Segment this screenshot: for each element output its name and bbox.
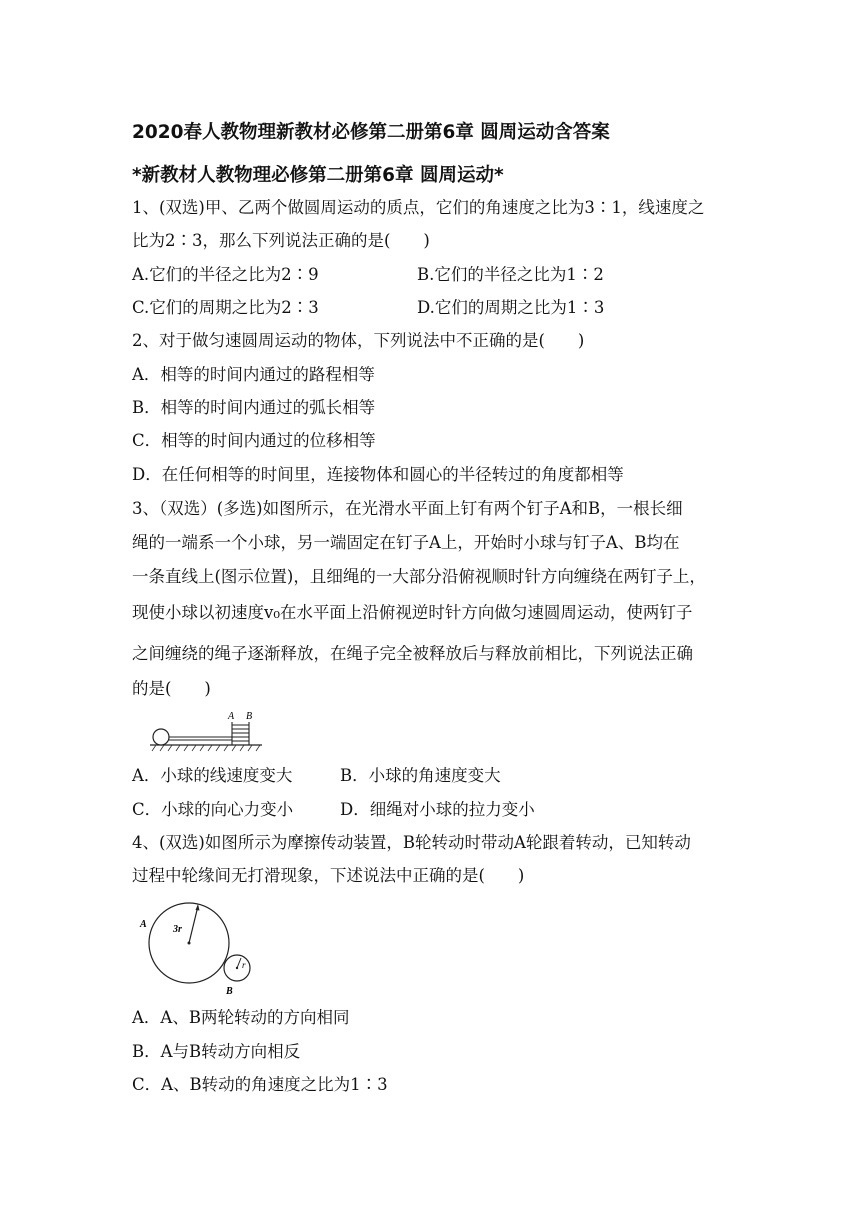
q4-radius-b bbox=[237, 958, 241, 968]
q1-option-d: D.它们的周期之比为1∶3 bbox=[417, 298, 605, 317]
q4-option-c: C．A、B转动的角速度之比为1∶3 bbox=[132, 1075, 388, 1094]
q1-option-b: B.它们的半径之比为1∶2 bbox=[417, 265, 604, 284]
q3-nails-figure bbox=[146, 708, 266, 754]
q2-option-d: D．在任何相等的时间里，连接物体和圆心的半径转过的角度都相等 bbox=[132, 465, 624, 484]
document-title: 2020春人教物理新教材必修第二册第6章 圆周运动含答案 bbox=[132, 122, 610, 143]
q3-stem-line-2: 绳的一端系一个小球，另一端固定在钉子A上，开始时小球与钉子A、B均在 bbox=[132, 533, 680, 552]
q2-stem: 2、对于做匀速圆周运动的物体，下列说法中不正确的是( ) bbox=[132, 331, 585, 350]
q4-wheels-figure bbox=[138, 898, 256, 998]
q4-label-a: A bbox=[140, 919, 147, 930]
q3-option-b: B．小球的角速度变大 bbox=[340, 766, 501, 785]
q1-stem-line-1: 1、(双选)甲、乙两个做圆周运动的质点，它们的角速度之比为3∶1，线速度之 bbox=[132, 198, 705, 217]
q2-option-c: C．相等的时间内通过的位移相等 bbox=[132, 431, 376, 450]
q4-option-b: B．A与B转动方向相反 bbox=[132, 1042, 301, 1061]
q3-wound-rope bbox=[232, 725, 249, 741]
q3-stem-line-5: 之间缠绕的绳子逐渐释放，在绳子完全被释放后与释放前相比，下列说法正确 bbox=[132, 644, 693, 663]
q4-stem-line-2: 过程中轮缘间无打滑现象，下述说法中正确的是( ) bbox=[132, 866, 525, 885]
q3-stem-line-4: 现使小球以初速度v₀在水平面上沿俯视逆时针方向做匀速圆周运动，使两钉子 bbox=[132, 603, 693, 622]
q1-option-a: A.它们的半径之比为2∶9 bbox=[132, 265, 319, 284]
q4-label-b: B bbox=[226, 986, 233, 997]
q3-stem-line-1: 3、（双选）(多选)如图所示，在光滑水平面上钉有两个钉子A和B，一根长细 bbox=[132, 499, 683, 518]
q1-option-c: C.它们的周期之比为2∶3 bbox=[132, 298, 319, 317]
q2-option-a: A．相等的时间内通过的路程相等 bbox=[132, 365, 375, 384]
q2-option-b: B．相等的时间内通过的弧长相等 bbox=[132, 398, 376, 417]
q1-stem-line-2: 比为2∶3，那么下列说法正确的是( ) bbox=[132, 231, 430, 250]
q4-stem-line-1: 4、(双选)如图所示为摩擦传动装置，B轮转动时带动A轮跟着转动，已知转动 bbox=[132, 833, 691, 852]
q3-stem-line-3: 一条直线上(图示位置)，且细绳的一大部分沿俯视顺时针方向缠绕在两钉子上， bbox=[132, 567, 706, 586]
q3-ground-hatching bbox=[152, 745, 260, 751]
q3-label-a: A bbox=[228, 711, 235, 722]
q4-option-a: A．A、B两轮转动的方向相同 bbox=[132, 1008, 350, 1027]
q4-radius-a bbox=[189, 906, 198, 943]
q3-option-c: C．小球的向心力变小 bbox=[132, 800, 294, 819]
q3-label-b: B bbox=[246, 711, 253, 722]
q4-label-r: r bbox=[242, 960, 246, 970]
q3-stem-line-6: 的是( ) bbox=[132, 679, 211, 698]
q3-option-d: D．细绳对小球的拉力变小 bbox=[340, 800, 535, 819]
q4-radius-a-arrow bbox=[196, 904, 200, 911]
q3-ball bbox=[153, 729, 169, 745]
q3-option-a: A．小球的线速度变大 bbox=[132, 766, 293, 785]
q4-label-3r: 3r bbox=[173, 924, 182, 935]
document-subtitle: *新教材人教物理必修第二册第6章 圆周运动* bbox=[132, 165, 504, 186]
